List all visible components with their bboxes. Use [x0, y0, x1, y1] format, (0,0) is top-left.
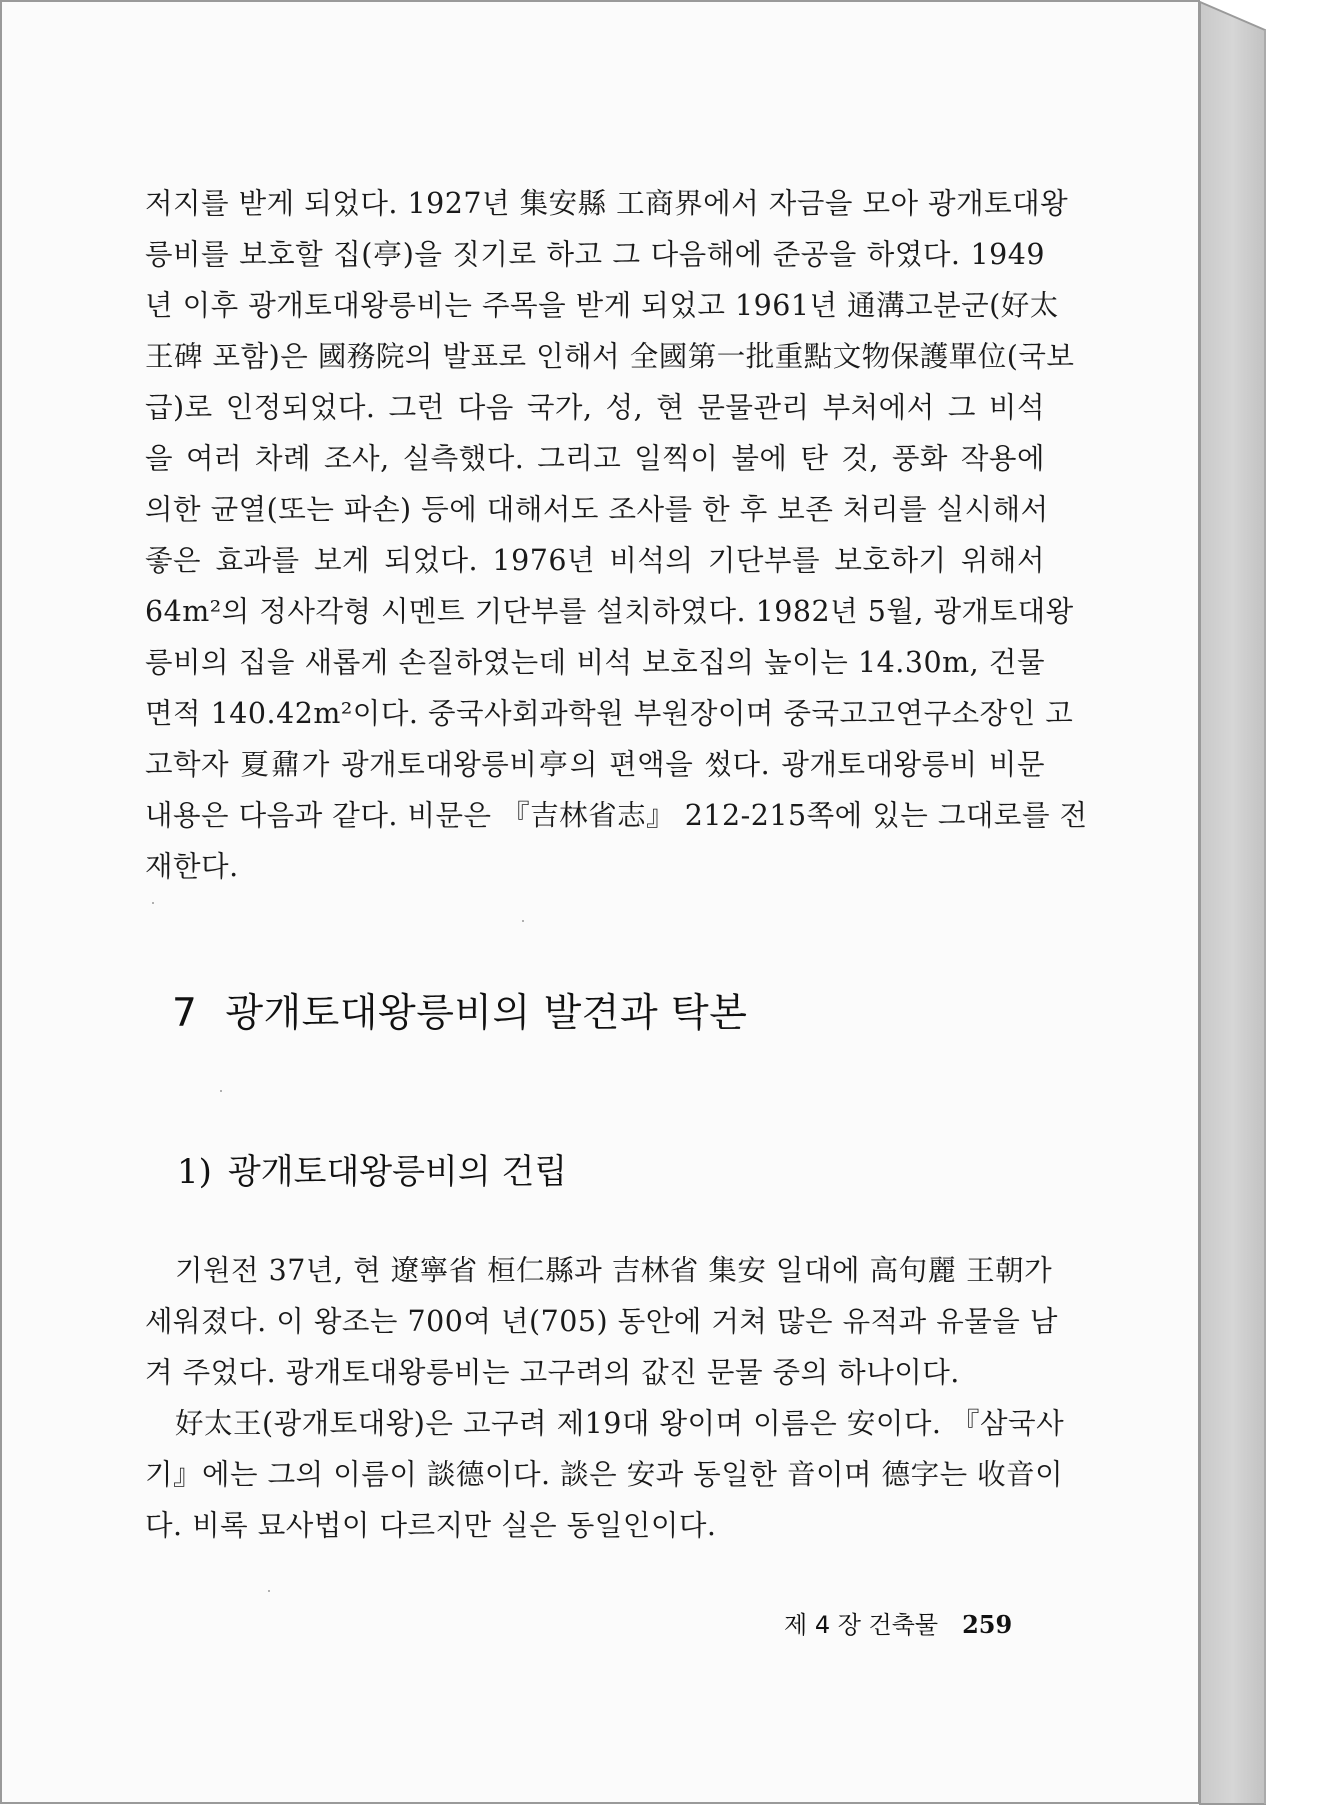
text-line: 겨 주었다. 광개토대왕릉비는 고구려의 값진 문물 중의 하나이다. — [145, 1356, 960, 1389]
subsection-number: 1) — [177, 1152, 212, 1192]
text-line: 재한다. — [145, 850, 239, 883]
text-line: 64m²의 정사각형 시멘트 기단부를 설치하였다. 1982년 5월, 광개토대왕 — [145, 595, 1074, 628]
text-line: 내용은 다음과 같다. 비문은 『吉林省志』 212-215쪽에 있는 그대로를 전 — [145, 799, 1088, 832]
text-line: 을 여러 차례 조사, 실측했다. 그리고 일찍이 불에 탄 것, 풍화 작용에 — [145, 442, 1045, 475]
text-line: 세워졌다. 이 왕조는 700여 년(705) 동안에 거쳐 많은 유적과 유물을 남 — [145, 1305, 1058, 1338]
text-line: 好太王(광개토대왕)은 고구려 제19대 왕이며 이름은 安이다. 『삼국사 — [175, 1407, 1065, 1440]
section-number: 7 — [172, 991, 198, 1036]
text-line: 기원전 37년, 현 遼寧省 桓仁縣과 吉林省 集安 일대에 高句麗 王朝가 — [175, 1254, 1053, 1287]
chapter-label: 제 4 장 건축물 — [784, 1611, 939, 1639]
text-line: 릉비의 집을 새롭게 손질하였는데 비석 보호집의 높이는 14.30m, 건물 — [145, 646, 1045, 679]
text-line: 저지를 받게 되었다. 1927년 集安縣 工商界에서 자금을 모아 광개토대왕 — [145, 187, 1069, 220]
text-line: 급)로 인정되었다. 그런 다음 국가, 성, 현 문물관리 부처에서 그 비석 — [145, 391, 1045, 424]
text-line: 고학자 夏鼐가 광개토대왕릉비亭의 편액을 썼다. 광개토대왕릉비 비문 — [145, 748, 1045, 781]
text-line: 기』에는 그의 이름이 談德이다. 談은 安과 동일한 音이며 德字는 收音이 — [145, 1458, 1064, 1491]
text-line: 년 이후 광개토대왕릉비는 주목을 받게 되었고 1961년 通溝고분군(好太 — [145, 289, 1059, 322]
text-line: 릉비를 보호할 집(亭)을 짓기로 하고 그 다음해에 준공을 하였다. 1949 — [145, 238, 1045, 271]
section-title: 광개토대왕릉비의 발견과 탁본 — [225, 991, 748, 1036]
text-line: 王碑 포함)은 國務院의 발표로 인해서 全國第一批重點文物保護單位(국보 — [145, 340, 1075, 373]
text-line: 좋은 효과를 보게 되었다. 1976년 비석의 기단부를 보호하기 위해서 — [145, 544, 1045, 577]
subsection-title: 광개토대왕릉비의 건립 — [227, 1152, 568, 1192]
text-line: 다. 비록 묘사법이 다르지만 실은 동일인이다. — [145, 1509, 717, 1542]
text-line: 의한 균열(또는 파손) 등에 대해서도 조사를 한 후 보존 처리를 실시해서 — [145, 493, 1049, 526]
text-line: 면적 140.42m²이다. 중국사회과학원 부원장이며 중국고고연구소장인 고 — [145, 697, 1074, 730]
page-number: 259 — [962, 1610, 1013, 1639]
